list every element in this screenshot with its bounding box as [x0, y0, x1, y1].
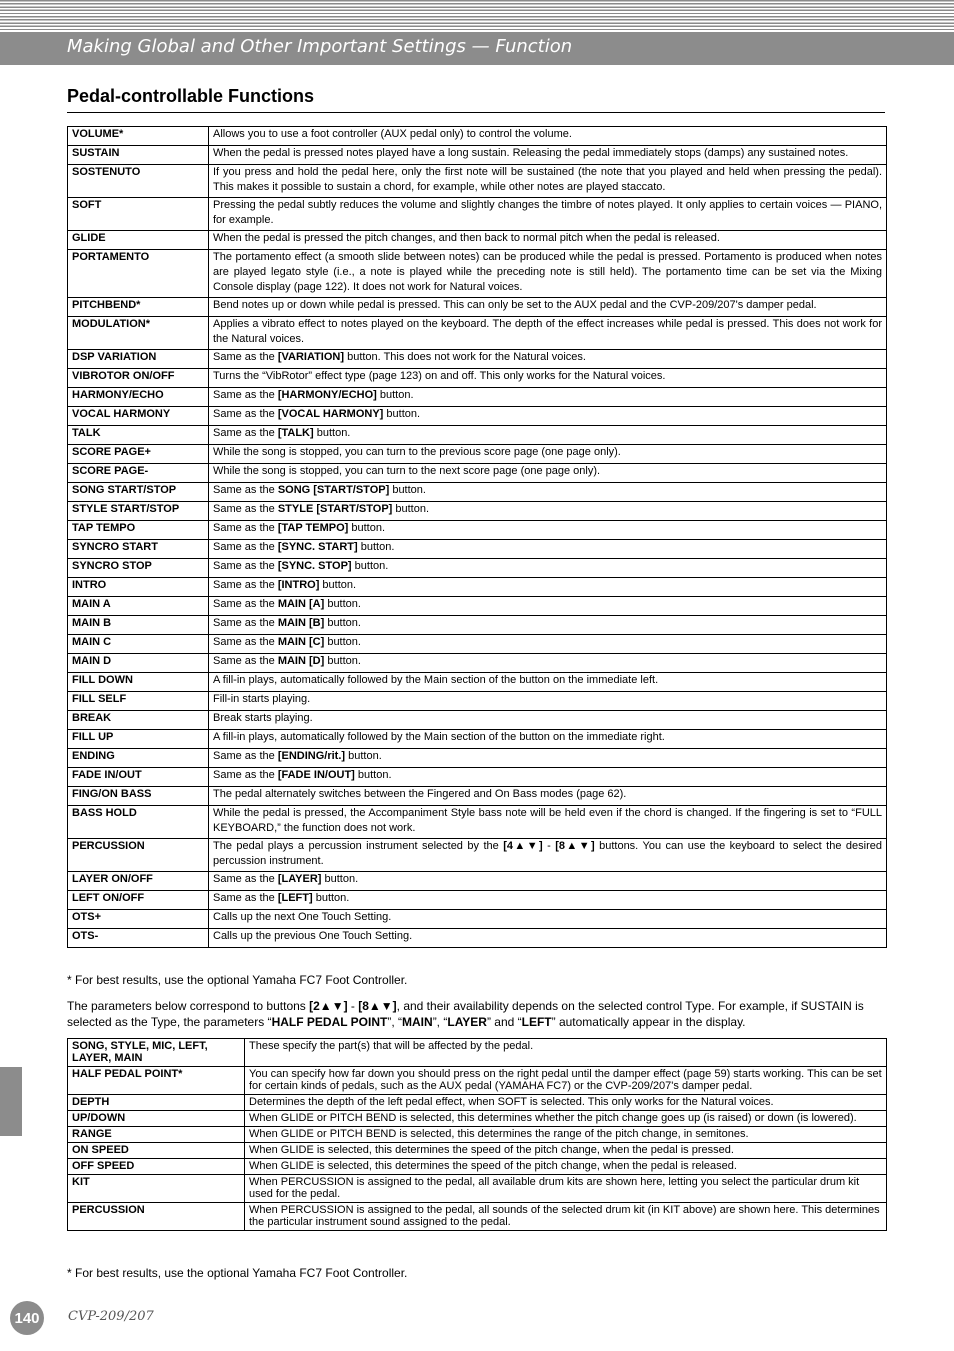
row-description: Same as the [VOCAL HARMONY] button. [209, 407, 887, 426]
row-name: SCORE PAGE- [68, 464, 209, 483]
row-name: VOCAL HARMONY [68, 407, 209, 426]
table-row [68, 464, 887, 483]
row-name: PORTAMENTO [68, 250, 209, 298]
row-description: Same as the MAIN [C] button. [209, 635, 887, 654]
table-row [68, 597, 887, 616]
table-row [68, 692, 887, 711]
row-description: When GLIDE is selected, this determines the speed of the pitch change, when the pedal is released. [245, 1159, 887, 1175]
row-name: UP/DOWN [68, 1111, 245, 1127]
row-description: When PERCUSSION is assigned to the pedal, all sounds of the selected drum kit (in KIT above) are shown here. This determines the particular instrument sound assigned to the pedal. [245, 1203, 887, 1231]
row-description: Same as the [VARIATION] button. This does not work for the Natural voices. [209, 350, 887, 369]
table-row [68, 521, 887, 540]
table-row [68, 616, 887, 635]
row-name: PERCUSSION [68, 1203, 245, 1231]
row-name: SYNCRO START [68, 540, 209, 559]
row-description: You can specify how far down you should press on the right pedal until the damper effect (page 59) starts working. This can be set for certain kinds of pedals, such as the AUX pedal (YAMAHA FC7) or the CVP-209/207's damper pedal. [245, 1067, 887, 1095]
table-row [68, 929, 887, 948]
row-name: RANGE [68, 1127, 245, 1143]
functions-table [67, 126, 887, 948]
row-description: Allows you to use a foot controller (AUX pedal only) to control the volume. [209, 127, 887, 146]
row-description: While the song is stopped, you can turn to the next score page (one page only). [209, 464, 887, 483]
row-description: Same as the [TALK] button. [209, 426, 887, 445]
row-name: STYLE START/STOP [68, 502, 209, 521]
table-row [68, 910, 887, 929]
table-row [68, 540, 887, 559]
row-description: Same as the [ENDING/rit.] button. [209, 749, 887, 768]
row-description: Turns the “VibRotor” effect type (page 123) on and off. This only works for the Natural voices. [209, 369, 887, 388]
table-row [68, 426, 887, 445]
model-name: CVP-209/207 [68, 1309, 154, 1324]
page-number: 140 [10, 1301, 44, 1335]
row-description: Bend notes up or down while pedal is pressed. This can only be set to the AUX pedal and the CVP-209/207's damper pedal. [209, 298, 887, 317]
table-row [68, 502, 887, 521]
table-row [68, 350, 887, 369]
row-name: MAIN D [68, 654, 209, 673]
row-name: MAIN B [68, 616, 209, 635]
table-row [68, 673, 887, 692]
row-name: HALF PEDAL POINT* [68, 1067, 245, 1095]
section-title: Pedal-controllable Functions [67, 86, 315, 106]
table-row [68, 768, 887, 787]
row-name: ENDING [68, 749, 209, 768]
row-name: MAIN A [68, 597, 209, 616]
row-description: The pedal alternately switches between the Fingered and On Bass modes (page 62). [209, 787, 887, 806]
table-row [68, 806, 887, 839]
table-row [68, 578, 887, 597]
row-description: Same as the SONG [START/STOP] button. [209, 483, 887, 502]
footnote-2: * For best results, use the optional Yamaha FC7 Foot Controller. [67, 1266, 408, 1280]
table-row [68, 559, 887, 578]
table-row [68, 749, 887, 768]
row-name: OTS+ [68, 910, 209, 929]
table-row [68, 231, 887, 250]
table-row [68, 891, 887, 910]
row-name: DSP VARIATION [68, 350, 209, 369]
row-name: SYNCRO STOP [68, 559, 209, 578]
table-row [68, 298, 887, 317]
row-description: While the pedal is pressed, the Accompaniment Style bass note will be held even if the chord is changed. If the fingering is set to “FULL KEYBOARD,” the function does not work. [209, 806, 887, 839]
table-row [68, 407, 887, 426]
table-row [68, 1143, 887, 1159]
section-rule [67, 112, 885, 113]
row-description: The pedal plays a percussion instrument selected by the [4▲▼] - [8▲▼] buttons. You can use the keyboard to select the desired percussion instrument. [209, 839, 887, 872]
table-row [68, 1127, 887, 1143]
table-row [68, 1095, 887, 1111]
table-row [68, 730, 887, 749]
row-description: The portamento effect (a smooth slide between notes) can be produced while the pedal is pressed. Portamento is produced when notes are played legato style (i.e., a note is played while the preceding note is still held). The portamento time can be set via the Mixing Console display (page 122). It does not work for Natural voices. [209, 250, 887, 298]
row-description: When the pedal is pressed notes played have a long sustain. Releasing the pedal immediately stops (damps) any sustained notes. [209, 146, 887, 165]
row-description: When PERCUSSION is assigned to the pedal, all available drum kits are shown here, letting you select the particular drum kit used for the pedal. [245, 1175, 887, 1203]
table-row [68, 839, 887, 872]
row-description: When GLIDE is selected, this determines the speed of the pitch change, when the pedal is pressed. [245, 1143, 887, 1159]
row-name: FILL DOWN [68, 673, 209, 692]
table-row [68, 146, 887, 165]
row-description: Determines the depth of the left pedal effect, when SOFT is selected. This only works for the Natural voices. [245, 1095, 887, 1111]
row-description: When GLIDE or PITCH BEND is selected, this determines whether the pitch change goes up (is raised) or down (is lowered). [245, 1111, 887, 1127]
row-description: Same as the [FADE IN/OUT] button. [209, 768, 887, 787]
row-description: Calls up the next One Touch Setting. [209, 910, 887, 929]
row-name: FILL SELF [68, 692, 209, 711]
row-name: FING/ON BASS [68, 787, 209, 806]
row-description: Pressing the pedal subtly reduces the volume and slightly changes the timbre of notes played. It only applies to certain voices — PIANO, for example. [209, 198, 887, 231]
row-name: LAYER ON/OFF [68, 872, 209, 891]
row-description: Same as the [HARMONY/ECHO] button. [209, 388, 887, 407]
row-name: OTS- [68, 929, 209, 948]
row-description: Same as the [INTRO] button. [209, 578, 887, 597]
table-row [68, 483, 887, 502]
row-name: FADE IN/OUT [68, 768, 209, 787]
row-description: Same as the MAIN [D] button. [209, 654, 887, 673]
row-name: TAP TEMPO [68, 521, 209, 540]
row-description: When GLIDE or PITCH BEND is selected, this determines the range of the pitch change, in semitones. [245, 1127, 887, 1143]
table-row [68, 369, 887, 388]
header-stripes [0, 0, 954, 32]
row-description: A fill-in plays, automatically followed by the Main section of the button on the immediate right. [209, 730, 887, 749]
table-row [68, 250, 887, 298]
row-name: INTRO [68, 578, 209, 597]
footnote-1: * For best results, use the optional Yamaha FC7 Foot Controller. [67, 973, 408, 987]
table-row [68, 1159, 887, 1175]
row-name: GLIDE [68, 231, 209, 250]
row-description: A fill-in plays, automatically followed by the Main section of the button on the immediate left. [209, 673, 887, 692]
table-row [68, 1039, 887, 1067]
table-row [68, 1203, 887, 1231]
row-description: While the song is stopped, you can turn to the previous score page (one page only). [209, 445, 887, 464]
row-name: PITCHBEND* [68, 298, 209, 317]
row-description: Same as the [LEFT] button. [209, 891, 887, 910]
row-name: SCORE PAGE+ [68, 445, 209, 464]
row-name: VIBROTOR ON/OFF [68, 369, 209, 388]
row-name: SOSTENUTO [68, 165, 209, 198]
row-description: Same as the [SYNC. STOP] button. [209, 559, 887, 578]
row-description: Break starts playing. [209, 711, 887, 730]
row-name: KIT [68, 1175, 245, 1203]
row-description: Calls up the previous One Touch Setting. [209, 929, 887, 948]
row-name: VOLUME* [68, 127, 209, 146]
row-name: MODULATION* [68, 317, 209, 350]
table-row [68, 872, 887, 891]
table-row [68, 1175, 887, 1203]
row-name: SUSTAIN [68, 146, 209, 165]
chapter-title: Making Global and Other Important Settings — Function [67, 36, 573, 57]
table-row [68, 198, 887, 231]
table-row [68, 127, 887, 146]
table-row [68, 317, 887, 350]
row-name: ON SPEED [68, 1143, 245, 1159]
row-description: Same as the [LAYER] button. [209, 872, 887, 891]
row-description: Same as the MAIN [B] button. [209, 616, 887, 635]
row-description: Fill-in starts playing. [209, 692, 887, 711]
table-row [68, 1067, 887, 1095]
row-description: These specify the part(s) that will be affected by the pedal. [245, 1039, 887, 1067]
row-description: Applies a vibrato effect to notes played on the keyboard. The depth of the effect increases while pedal is pressed. This does not work for the Natural voices. [209, 317, 887, 350]
row-name: LEFT ON/OFF [68, 891, 209, 910]
chapter-tab-marker [0, 1067, 22, 1136]
row-name: OFF SPEED [68, 1159, 245, 1175]
row-description: If you press and hold the pedal here, only the first note will be sustained (the note that you played and held when pressing the pedal). This makes it possible to sustain a chord, for example, while other notes are played staccato. [209, 165, 887, 198]
row-name: BREAK [68, 711, 209, 730]
table-row [68, 165, 887, 198]
table-row [68, 654, 887, 673]
row-description: Same as the STYLE [START/STOP] button. [209, 502, 887, 521]
table-row [68, 445, 887, 464]
row-name: SONG, STYLE, MIC, LEFT, LAYER, MAIN [68, 1039, 245, 1067]
table-row [68, 635, 887, 654]
row-name: DEPTH [68, 1095, 245, 1111]
parameters-intro: The parameters below correspond to buttons [2▲▼] - [8▲▼], and their availability depends on the selected control Type. For example, if SUSTAIN is selected as the Type, the parameters “HALF PEDAL POINT”, “MAIN”, “LAYER” and “LEFT” automatically appear in the display. [67, 999, 864, 1029]
row-name: SOFT [68, 198, 209, 231]
row-name: HARMONY/ECHO [68, 388, 209, 407]
row-name: PERCUSSION [68, 839, 209, 872]
row-description: Same as the [SYNC. START] button. [209, 540, 887, 559]
table-row [68, 388, 887, 407]
row-name: FILL UP [68, 730, 209, 749]
row-name: TALK [68, 426, 209, 445]
row-description: Same as the MAIN [A] button. [209, 597, 887, 616]
parameters-table [67, 1038, 887, 1231]
table-row [68, 711, 887, 730]
row-name: BASS HOLD [68, 806, 209, 839]
table-row [68, 1111, 887, 1127]
row-description: Same as the [TAP TEMPO] button. [209, 521, 887, 540]
row-description: When the pedal is pressed the pitch changes, and then back to normal pitch when the pedal is released. [209, 231, 887, 250]
row-name: MAIN C [68, 635, 209, 654]
table-row [68, 787, 887, 806]
row-name: SONG START/STOP [68, 483, 209, 502]
